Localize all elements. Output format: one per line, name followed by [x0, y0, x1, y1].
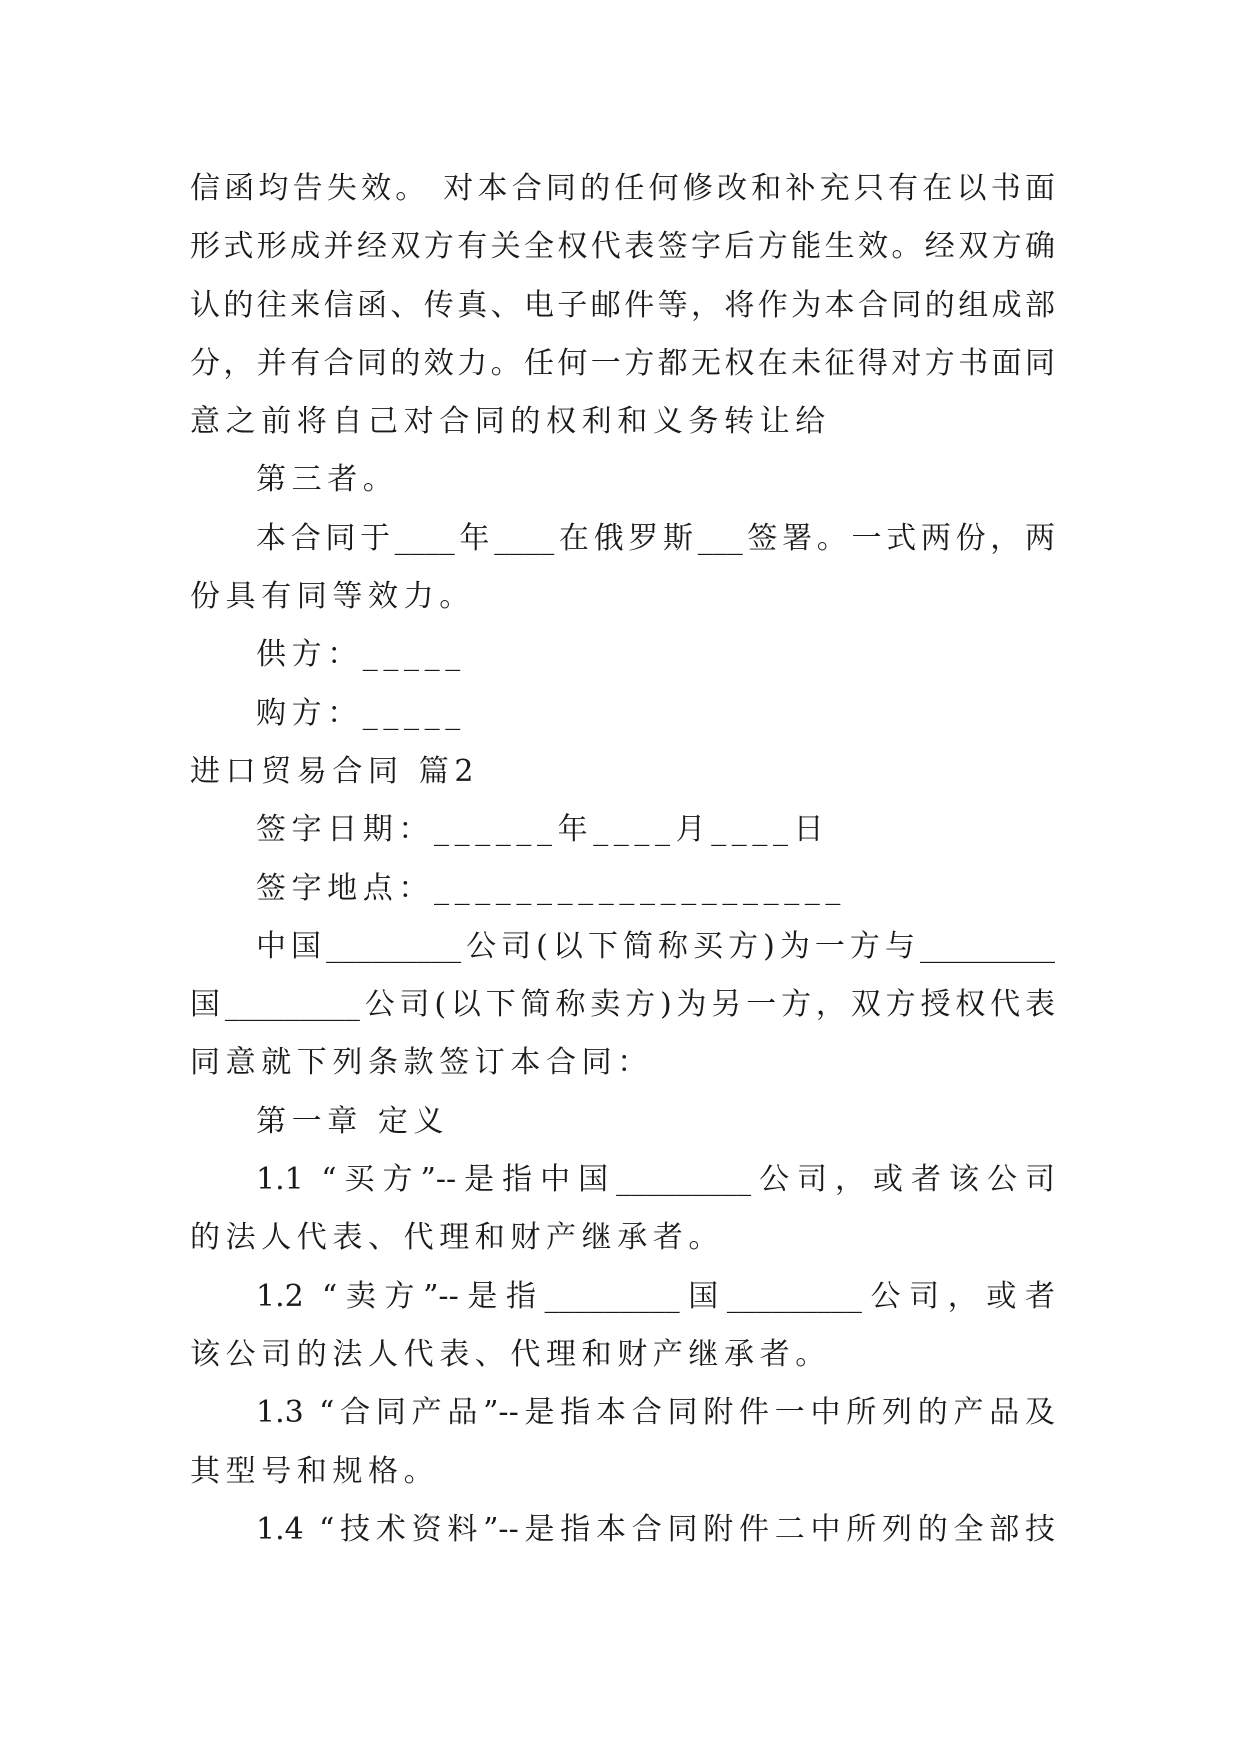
chapter-heading: 第一章 定义 — [256, 1103, 450, 1139]
text-line: 国_________公司(以下简称卖方)为另一方，双方授权代表 — [190, 987, 1055, 1023]
buyer-line: 购方：_____ — [256, 695, 466, 731]
text-line: 形式形成并经双方有关全权代表签字后方能生效。经双方确 — [190, 229, 1055, 265]
text-line: 认的往来信函、传真、电子邮件等，将作为本合同的组成部 — [190, 287, 1055, 323]
clause-line: 其型号和规格。 — [190, 1453, 440, 1489]
text-line: 分，并有合同的效力。任何一方都无权在未征得对方书面同 — [190, 345, 1055, 381]
supplier-line: 供方：_____ — [256, 637, 466, 673]
clause-line: 的法人代表、代理和财产继承者。 — [190, 1220, 724, 1256]
document-page — [190, 160, 1055, 1559]
clause-line: 1.3 “合同产品”--是指本合同附件一中所列的产品及 — [256, 1395, 1055, 1431]
clause-line: 1.1 “买方”--是指中国_________公司，或者该公司 — [256, 1162, 1055, 1198]
section-heading: 进口贸易合同 篇2 — [190, 753, 480, 789]
text-line: 本合同于____年____在俄罗斯___签署。一式两份，两 — [256, 520, 1055, 556]
text-line: 信函均告失效。 对本合同的任何修改和补充只有在以书面 — [190, 171, 1055, 206]
text-line: 意之前将自己对合同的权利和义务转让给 — [190, 404, 831, 440]
signing-date-line: 签字日期：______年____月____日 — [256, 812, 830, 848]
clause-line: 1.2 “卖方”--是指_________国_________公司，或者 — [256, 1278, 1055, 1314]
text-line: 同意就下列条款签订本合同： — [190, 1045, 653, 1081]
clause-line: 1.4 “技术资料”--是指本合同附件二中所列的全部技 — [256, 1511, 1055, 1547]
text-line: 中国_________公司(以下简称买方)为一方与_________ — [256, 928, 1055, 964]
clause-line: 该公司的法人代表、代理和财产继承者。 — [190, 1336, 831, 1372]
signing-place-line: 签字地点：____________________ — [256, 870, 846, 906]
text-line: 第三者。 — [256, 462, 399, 498]
text-line: 份具有同等效力。 — [190, 579, 475, 615]
